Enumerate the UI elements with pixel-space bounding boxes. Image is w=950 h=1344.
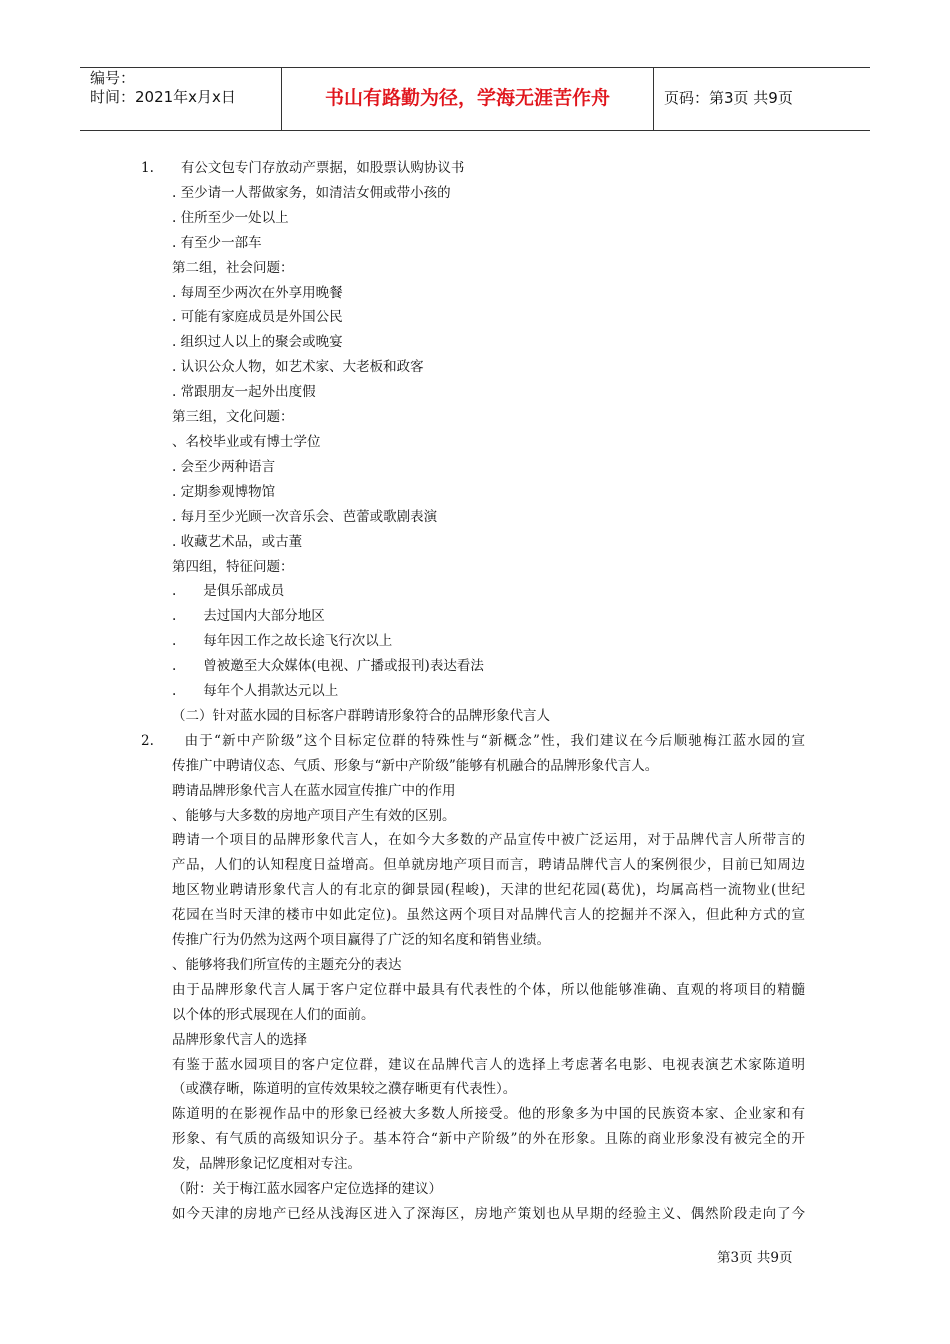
body-line: 2. 由于“新中产阶级”这个目标定位群的特殊性与“新概念”性，我们建议在今后顺驰梅江蓝水园的宣: [141, 733, 805, 749]
body-line: （二）针对蓝水园的目标客户群聘请形象符合的品牌形象代言人: [172, 708, 550, 724]
body-line: . 常跟朋友一起外出度假: [172, 384, 316, 400]
body-line: . 每月至少光顾一次音乐会、芭蕾或歌剧表演: [172, 509, 438, 525]
body-line: . 有至少一部车: [172, 235, 262, 251]
body-line: 品牌形象代言人的选择: [172, 1032, 307, 1048]
body-line: 聘请品牌形象代言人在蓝水园宣传推广中的作用: [172, 783, 456, 799]
body-line: 有鉴于蓝水园项目的客户定位群，建议在品牌代言人的选择上考虑著名电影、电视表演艺术家陈道明: [172, 1057, 805, 1073]
body-line: 聘请一个项目的品牌形象代言人，在如今大多数的产品宣传中被广泛运用，对于品牌代言人所带言的: [172, 832, 805, 848]
body-line: 如今天津的房地产已经从浅海区进入了深海区，房地产策划也从早期的经验主义、偶然阶段走向了今: [172, 1206, 805, 1222]
body-line: （或濮存晰，陈道明的宣传效果较之濮存晰更有代表性）。: [172, 1081, 517, 1097]
header-motto: 书山有路勤为径，学海无涯苦作舟: [324, 87, 610, 109]
body-line: 、名校毕业或有博士学位: [172, 434, 321, 450]
body-line: . 每年因工作之故长途飞行次以上: [172, 633, 393, 649]
body-line: 第三组，文化问题：: [172, 409, 294, 425]
body-line: . 曾被邀至大众媒体(电视、广播或报刊)表达看法: [172, 658, 484, 674]
body-line: （附：关于梅江蓝水园客户定位选择的建议）: [172, 1181, 442, 1197]
body-line: 以个体的形式展现在人们的面前。: [172, 1007, 375, 1023]
header-meta-cell: [80, 68, 282, 130]
body-line: . 会至少两种语言: [172, 459, 276, 475]
body-line: 第二组，社会问题：: [172, 260, 294, 276]
body-line: . 住所至少一处以上: [172, 210, 289, 226]
body-line: . 每年个人捐款达元以上: [172, 683, 339, 699]
body-line: . 组织过人以上的聚会或晚宴: [172, 334, 343, 350]
body-line: . 可能有家庭成员是外国公民: [172, 309, 343, 325]
body-line: . 至少请一人帮做家务，如清洁女佣或带小孩的: [172, 185, 451, 201]
body-line: 、能够将我们所宣传的主题充分的表达: [172, 957, 402, 973]
body-line: . 是俱乐部成员: [172, 583, 285, 599]
body-line: 由于品牌形象代言人属于客户定位群中最具有代表性的个体，所以他能够准确、直观的将项目的精髓: [172, 982, 805, 998]
body-line: 花园在当时天津的楼市中如此定位)。虽然这两个项目对品牌代言人的挖掘并不深入，但此种方式的宣: [172, 907, 805, 923]
body-line: 传推广中聘请仪态、气质、形象与“新中产阶级”能够有机融合的品牌形象代言人。: [172, 758, 659, 774]
body-line: 1. 有公文包专门存放动产票据，如股票认购协议书: [141, 160, 465, 176]
body-line: 产品，人们的认知程度日益增高。但单就房地产项目而言，聘请品牌代言人的案例很少，目前已知周边: [172, 857, 805, 873]
body-line: 陈道明的在影视作品中的形象已经被大多数人所接受。他的形象多为中国的民族资本家、企业家和有: [172, 1106, 805, 1122]
body-line: 传推广行为仍然为这两个项目赢得了广泛的知名度和销售业绩。: [172, 932, 550, 948]
body-line: . 去过国内大部分地区: [172, 608, 325, 624]
body-line: 地区物业聘请形象代言人的有北京的御景园(程峻)，天津的世纪花园(葛优)，均属高档一流物业(世纪: [172, 882, 805, 898]
document-date: 时间：2021年x月x日: [90, 88, 236, 106]
header-motto-cell: [282, 68, 654, 130]
body-line: 发，品牌形象记忆度相对专注。: [172, 1156, 361, 1172]
body-line: 第四组，特征问题：: [172, 559, 294, 575]
body-line: . 每周至少两次在外享用晚餐: [172, 285, 343, 301]
body-line: . 认识公众人物，如艺术家、大老板和政客: [172, 359, 424, 375]
page-header: [80, 67, 870, 131]
body-line: 、能够与大多数的房地产项目产生有效的区别。: [172, 808, 456, 824]
header-page-cell: [654, 68, 870, 130]
body-line: . 收藏艺术品，或古董: [172, 534, 303, 550]
body-line: 形象、有气质的高级知识分子。基本符合“新中产阶级”的外在形象。且陈的商业形象没有被完全的开: [172, 1131, 805, 1147]
page-footer: 第3页 共9页: [717, 1250, 793, 1266]
document-number-label: 编号：: [90, 69, 136, 87]
header-page-code: 页码：第3页 共9页: [664, 89, 793, 107]
body-line: . 定期参观博物馆: [172, 484, 276, 500]
